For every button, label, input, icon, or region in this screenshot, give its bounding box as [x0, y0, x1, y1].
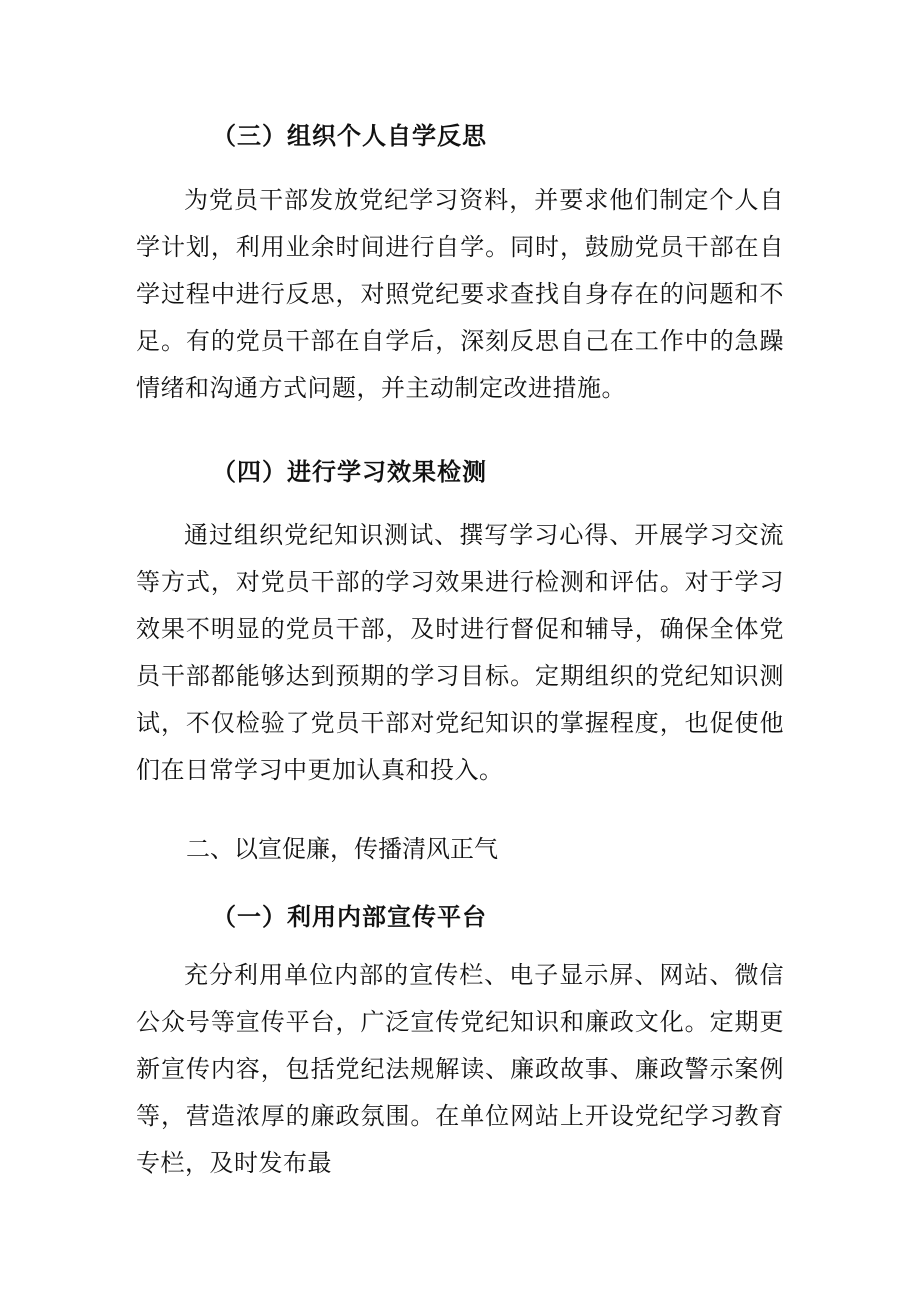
section-heading-learning-assessment: （四）进行学习效果检测 — [212, 457, 487, 486]
paragraph-learning-assessment: 通过组织党纪知识测试、撰写学习心得、开展学习交流等方式，对党员干部的学习效果进行检测和评估。对于学习效果不明显的党员干部，及时进行督促和辅导，确保全体党员干部都能够达到预期的学习目标。定期组织的党纪知识测试，不仅检验了党员干部对党纪知识的掌握程度，也促使他们在日常学习中更加认真和投入。 — [136, 521, 784, 784]
part-heading-promote-integrity: 二、以宣促廉，传播清风正气 — [186, 835, 498, 863]
paragraph-internal-platforms: 充分利用单位内部的宣传栏、电子显示屏、网站、微信公众号等宣传平台，广泛宣传党纪知识和廉政文化。定期更新宣传内容，包括党纪法规解读、廉政故事、廉政警示案例等，营造浓厚的廉政氛围。在单位网站上开设党纪学习教育专栏，及时发布最 — [136, 961, 784, 1177]
section-heading-organize-self-study: （三）组织个人自学反思 — [212, 121, 487, 150]
section-heading-internal-platforms: （一）利用内部宣传平台 — [212, 902, 487, 931]
paragraph-self-study: 为党员干部发放党纪学习资料，并要求他们制定个人自学计划，利用业余时间进行自学。同时，鼓励党员干部在自学过程中进行反思，对照党纪要求查找自身存在的问题和不足。有的党员干部在自学后，深刻反思自己在工作中的急躁情绪和沟通方式问题，并主动制定改进措施。 — [136, 186, 784, 402]
